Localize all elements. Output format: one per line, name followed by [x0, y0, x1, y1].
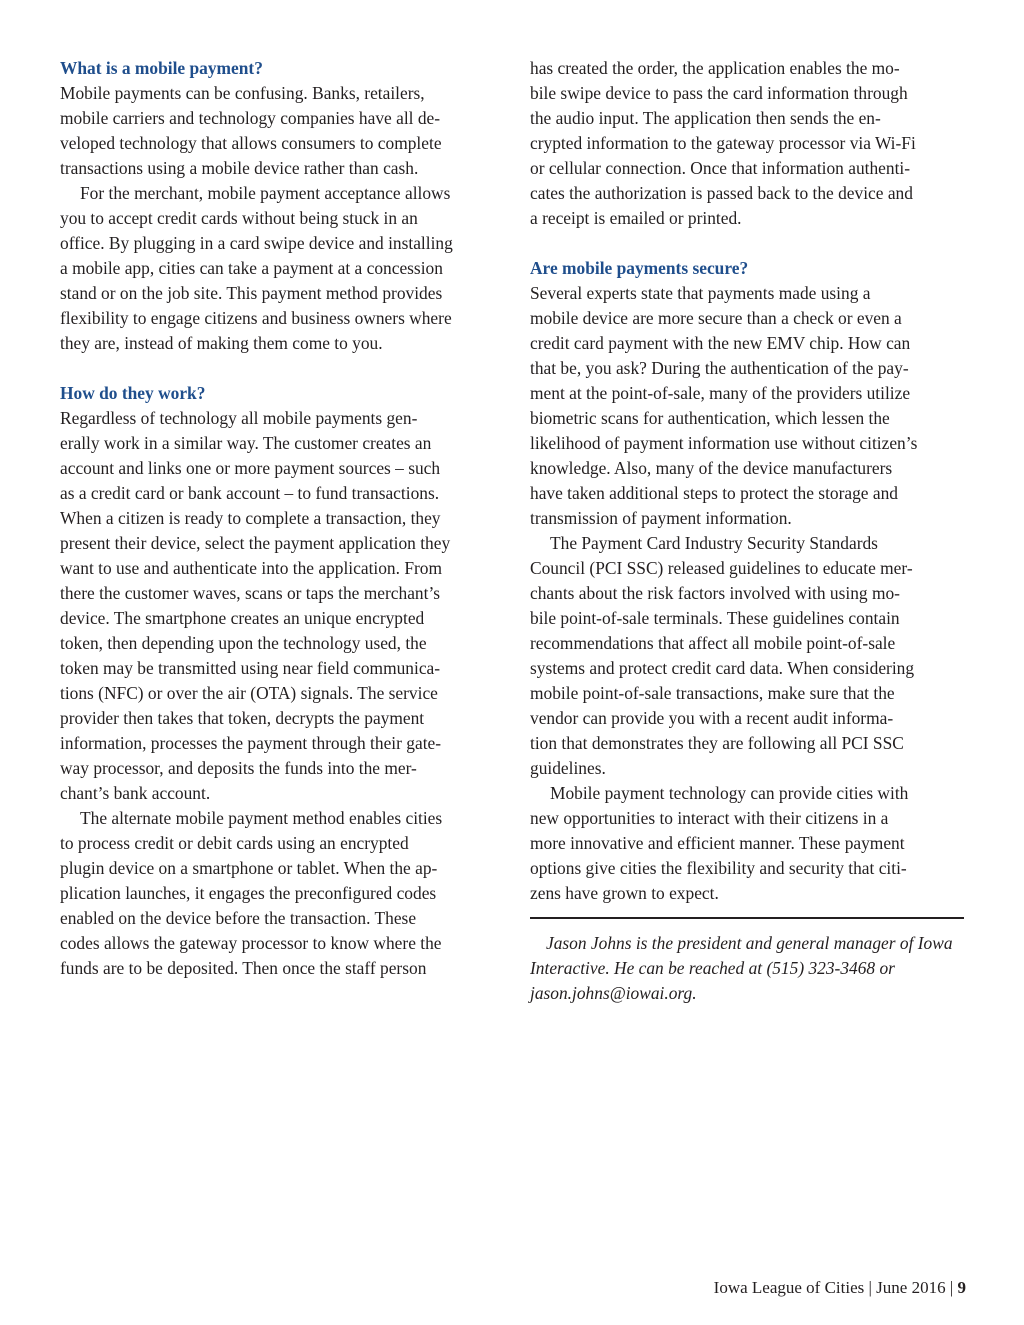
text-line: veloped technology that allows consumers to complete	[60, 133, 442, 153]
text-line: biometric scans for authentication, which lessen the	[530, 408, 890, 428]
text-line: guidelines.	[530, 758, 606, 778]
text-line: Mobile payment technology can provide cities with	[550, 783, 909, 803]
text-line: have taken additional steps to protect the storage and	[530, 483, 898, 503]
bio-line: Jason Johns is the president and general manager of Iowa	[546, 933, 953, 953]
text-line: bile point-of-sale terminals. These guidelines contain	[530, 608, 900, 628]
text-line: you to accept credit cards without being stuck in an	[60, 208, 418, 228]
text-line: crypted information to the gateway processor via Wi-Fi	[530, 133, 916, 153]
text-line: enabled on the device before the transaction. These	[60, 908, 417, 928]
bio-line: jason.johns@iowai.org.	[530, 983, 697, 1003]
text-line: stand or on the job site. This payment method provides	[60, 283, 443, 303]
text-line: account and links one or more payment sources – such	[60, 458, 441, 478]
page-number: 9	[957, 1278, 966, 1297]
text-line: options give cities the flexibility and security that citi-	[530, 858, 907, 878]
section-gap	[530, 231, 964, 256]
text-line: zens have grown to expect.	[530, 883, 719, 903]
text-line: flexibility to engage citizens and business owners where	[60, 308, 452, 328]
text-line: transmission of payment information.	[530, 508, 792, 528]
text-line: office. By plugging in a card swipe device and installing	[60, 233, 453, 253]
text-line: The alternate mobile payment method enables cities	[80, 808, 443, 828]
text-line: cates the authorization is passed back to the device and	[530, 183, 913, 203]
text-line: provider then takes that token, decrypts the payment	[60, 708, 425, 728]
text-line: has created the order, the application enables the mo-	[530, 58, 900, 78]
text-line: present their device, select the payment application they	[60, 533, 451, 553]
paragraph	[530, 281, 964, 531]
text-line: mobile point-of-sale transactions, make sure that the	[530, 683, 895, 703]
text-line: Several experts state that payments made using a	[530, 283, 871, 303]
text-line: codes allows the gateway processor to know where the	[60, 933, 442, 953]
text-line: credit card payment with the new EMV chip. How can	[530, 333, 911, 353]
paragraph	[60, 181, 494, 356]
text-line: vendor can provide you with a recent audit informa-	[530, 708, 894, 728]
text-line: plugin device on a smartphone or tablet. When the ap-	[60, 858, 438, 878]
paragraph	[60, 406, 494, 806]
text-line: funds are to be deposited. Then once the staff person	[60, 958, 427, 978]
section-heading: How do they work?	[60, 383, 206, 403]
text-line: mobile device are more secure than a check or even a	[530, 308, 902, 328]
text-line: Regardless of technology all mobile payments gen-	[60, 408, 418, 428]
text-line: way processor, and deposits the funds into the mer-	[60, 758, 417, 778]
text-line: information, processes the payment through their gate-	[60, 733, 442, 753]
text-line: new opportunities to interact with their citizens in a	[530, 808, 889, 828]
text-line: When a citizen is ready to complete a transaction, they	[60, 508, 441, 528]
text-line: systems and protect credit card data. When considering	[530, 658, 915, 678]
text-line: they are, instead of making them come to you.	[60, 333, 383, 353]
author-bio	[530, 931, 964, 1006]
section-gap	[60, 356, 494, 381]
text-line: token, then depending upon the technology used, the	[60, 633, 427, 653]
text-line: to process credit or debit cards using an encrypted	[60, 833, 409, 853]
paragraph	[530, 781, 964, 906]
text-line: chant’s bank account.	[60, 783, 211, 803]
text-line: The Payment Card Industry Security Standards	[550, 533, 878, 553]
text-line: likelihood of payment information use without citizen’s	[530, 433, 918, 453]
issue-date: June 2016	[876, 1278, 946, 1297]
section-heading: Are mobile payments secure?	[530, 258, 749, 278]
bio-line: Interactive. He can be reached at (515) 323-3468 or	[530, 958, 895, 978]
text-line: plication launches, it engages the preconfigured codes	[60, 883, 437, 903]
page-footer	[714, 1278, 966, 1298]
text-line: that be, you ask? During the authentication of the pay-	[530, 358, 909, 378]
text-line: as a credit card or bank account – to fund transactions.	[60, 483, 440, 503]
text-line: a mobile app, cities can take a payment at a concession	[60, 258, 443, 278]
text-line: knowledge. Also, many of the device manufacturers	[530, 458, 893, 478]
footer-separator: |	[949, 1278, 954, 1297]
publication-name: Iowa League of Cities	[713, 1278, 865, 1297]
paragraph	[60, 806, 494, 981]
text-line: there the customer waves, scans or taps the merchant’s	[60, 583, 441, 603]
text-line: Council (PCI SSC) released guidelines to educate mer-	[530, 558, 913, 578]
text-line: want to use and authenticate into the application. From	[60, 558, 443, 578]
text-line: the audio input. The application then sends the en-	[530, 108, 881, 128]
text-line: erally work in a similar way. The customer creates an	[60, 433, 432, 453]
left-column	[60, 56, 494, 981]
paragraph	[530, 56, 964, 231]
right-column	[530, 56, 964, 1006]
text-line: or cellular connection. Once that information authenti-	[530, 158, 911, 178]
paragraph	[530, 531, 964, 781]
text-line: mobile carriers and technology companies have all de-	[60, 108, 441, 128]
divider-rule	[530, 917, 964, 919]
text-line: a receipt is emailed or printed.	[530, 208, 742, 228]
footer-separator: |	[868, 1278, 872, 1297]
text-line: device. The smartphone creates an unique encrypted	[60, 608, 425, 628]
text-line: tions (NFC) or over the air (OTA) signals. The service	[60, 683, 438, 703]
paragraph	[60, 81, 494, 181]
section-heading: What is a mobile payment?	[60, 58, 263, 78]
text-line: For the merchant, mobile payment acceptance allows	[80, 183, 451, 203]
text-line: token may be transmitted using near field communica-	[60, 658, 441, 678]
text-line: chants about the risk factors involved with using mo-	[530, 583, 900, 603]
text-line: ment at the point-of-sale, many of the providers utilize	[530, 383, 911, 403]
text-line: transactions using a mobile device rather than cash.	[60, 158, 419, 178]
text-line: recommendations that affect all mobile point-of-sale	[530, 633, 896, 653]
text-line: more innovative and efficient manner. These payment	[530, 833, 905, 853]
text-line: Mobile payments can be confusing. Banks, retailers,	[60, 83, 425, 103]
text-line: bile swipe device to pass the card information through	[530, 83, 908, 103]
text-line: tion that demonstrates they are following all PCI SSC	[530, 733, 904, 753]
